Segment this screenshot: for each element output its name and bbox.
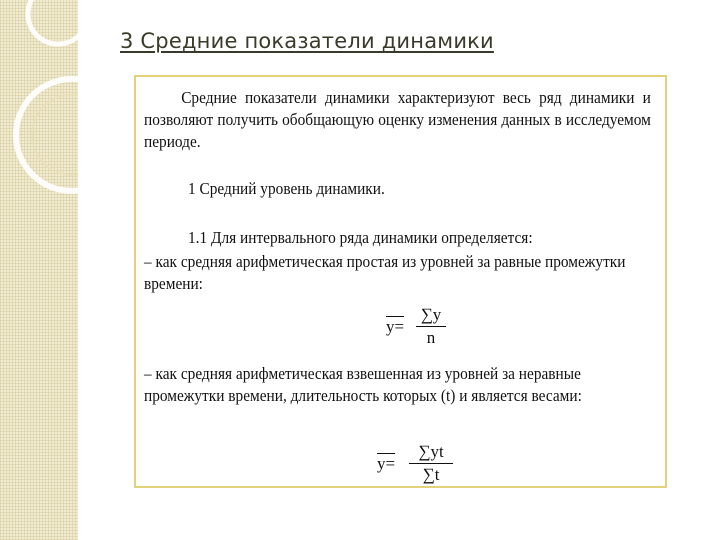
fraction-bar bbox=[416, 326, 446, 327]
subsection-heading: 1.1 Для интервального ряда динамики определяется: bbox=[188, 228, 533, 247]
formula-fraction bbox=[416, 305, 446, 348]
formula-lhs-text: y= bbox=[377, 454, 396, 473]
decorative-circles bbox=[0, 0, 78, 540]
bullet-weighted-average: – как средняя арифметическая взвешенная из уровней за неравные промежутки времени, длительность которых (t) и является весами: bbox=[144, 364, 582, 405]
slide-title: 3 Средние показатели динамики bbox=[120, 29, 494, 53]
decorative-side-band bbox=[0, 0, 78, 540]
section-heading: 1 Средний уровень динамики. bbox=[188, 179, 385, 198]
content-box bbox=[134, 75, 667, 488]
bullet-simple-average: – как средняя арифметическая простая из уровней за равные промежутки времени: bbox=[144, 252, 626, 293]
formula-numerator: ∑yt bbox=[418, 442, 444, 461]
fraction-bar bbox=[409, 463, 453, 464]
formula-fraction bbox=[409, 442, 453, 485]
formula-lhs bbox=[386, 317, 404, 337]
formula-lhs bbox=[377, 454, 395, 474]
formula-denominator: ∑t bbox=[422, 465, 440, 484]
formula-denominator: n bbox=[426, 328, 436, 347]
formula-lhs-text: y= bbox=[386, 317, 405, 336]
intro-paragraph: Средние показатели динамики характеризуют весь ряд динамики и позволяют получить обобщающую оценку изменения данных в исследуемом периоде. bbox=[144, 88, 651, 151]
formula-numerator: ∑y bbox=[420, 305, 442, 324]
